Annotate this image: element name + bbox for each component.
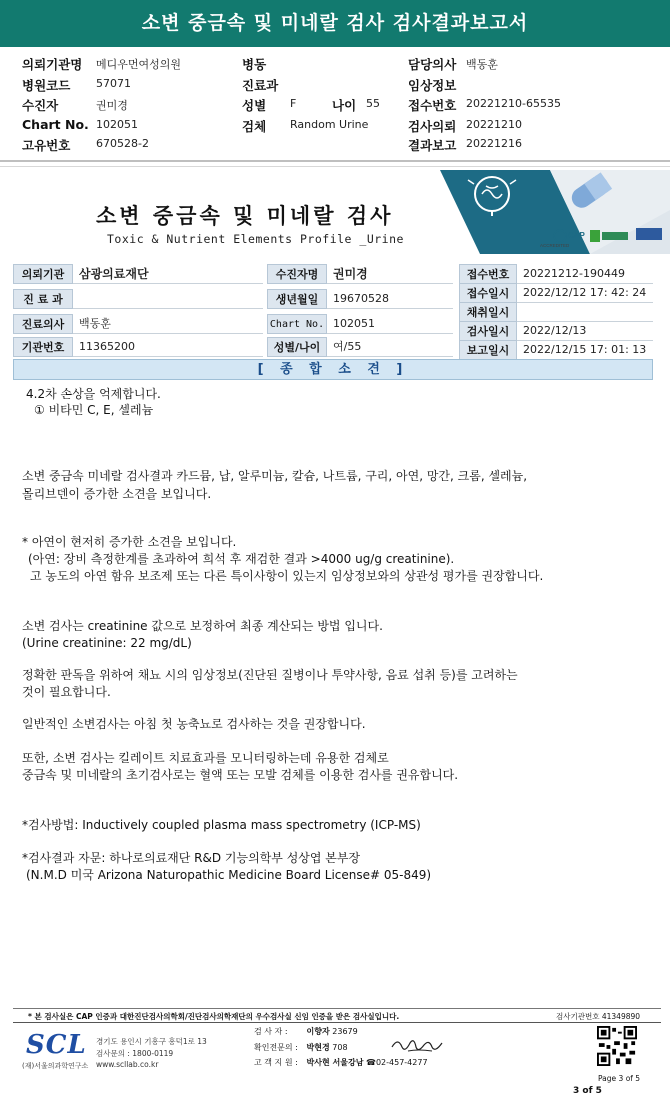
lab-code: 검사기관번호 41349890 xyxy=(556,1012,641,1021)
certification-note: * 본 검사실은 CAP 인증과 대한진단검사의학회/진단검사의학재단의 우수검사실 신임 인증을 받은 검사실입니다. xyxy=(28,1012,400,1021)
info-label: 접수번호 xyxy=(408,98,457,113)
svg-text:ACCREDITED: ACCREDITED xyxy=(540,243,570,248)
staff-confirmer xyxy=(254,1042,348,1053)
staff-name: 박현경 xyxy=(306,1043,330,1052)
opinion-line: * 아연이 현저히 증가한 소견을 보입니다. xyxy=(22,535,237,549)
scl-logo: SCL xyxy=(26,1030,87,1060)
info-value: 102051 xyxy=(96,118,138,131)
table-header: 진 료 과 xyxy=(13,289,73,309)
table-cell: 20221212-190449 xyxy=(517,264,653,284)
info-label: 결과보고 xyxy=(408,138,457,153)
divider xyxy=(0,160,670,162)
table-cell: 11365200 xyxy=(73,337,263,357)
info-value: 55 xyxy=(366,97,380,110)
table-cell: 2022/12/13 xyxy=(517,321,653,341)
opinion-line: ① 비타민 C, E, 셀레늄 xyxy=(34,403,154,417)
opinion-line: 소변 검사는 creatinine 값으로 보정하여 최종 계산되는 방법 입니다. xyxy=(22,619,383,633)
table-cell: 2022/12/15 17: 01: 13 xyxy=(517,340,653,360)
info-label: 수진자 xyxy=(22,98,59,113)
table-cell: 권미경 xyxy=(327,264,453,284)
page-indicator: 3 of 5 xyxy=(573,1086,602,1096)
info-label: 검체 xyxy=(242,119,267,134)
info-value: Random Urine xyxy=(290,118,369,131)
info-value: 메디우먼여성의원 xyxy=(96,58,182,71)
lab-accreditation-logo xyxy=(602,232,628,240)
staff-label: 확인전문의 : xyxy=(254,1043,298,1052)
info-value: F xyxy=(290,97,297,110)
test-method: *검사방법: Inductively coupled plasma mass spectrometry (ICP-MS) xyxy=(22,818,421,832)
kolas-logo xyxy=(590,230,600,242)
table-header: 채취일시 xyxy=(459,302,517,322)
info-label: 진료과 xyxy=(242,78,279,93)
info-label: Chart No. xyxy=(22,117,89,132)
opinion-line: 소변 중금속 미네랄 검사결과 카드뮴, 납, 알루미늄, 칼슘, 나트륨, 구리, 아연, 망간, 크롬, 셀레늄, xyxy=(22,469,528,483)
opinion-line: 고 농도의 아연 함유 보조제 또는 다른 특이사항이 있는지 임상정보와의 상관성 평가를 권장합니다. xyxy=(30,569,544,583)
opinion-line: 중금속 및 미네랄의 초기검사로는 혈액 또는 모발 검체를 이용한 검사를 권유합니다. xyxy=(22,768,459,782)
lab-website: www.scllab.co.kr xyxy=(96,1060,159,1069)
opinion-line: 정확한 판독을 위하여 채뇨 시의 임상정보(진단된 질병이나 투약사항, 음료 섭취 등)를 고려하는 xyxy=(22,668,518,682)
info-value: 670528-2 xyxy=(96,137,149,150)
opinion-line: 몰리브덴이 증가한 소견을 보입니다. xyxy=(22,487,212,501)
report-title: 소변 중금속 및 미네랄 검사 xyxy=(96,204,394,228)
table-cell: 여/55 xyxy=(327,337,453,357)
report-header xyxy=(0,170,670,256)
info-label: 검사의뢰 xyxy=(408,119,457,134)
accreditation-logo xyxy=(636,228,662,240)
info-value: 권미경 xyxy=(96,99,128,112)
staff-name: 박사현 서울강남 xyxy=(306,1058,364,1067)
info-label: 성별 xyxy=(242,98,267,113)
table-cell: 102051 xyxy=(327,314,453,334)
table-header: 진료의사 xyxy=(13,314,73,334)
page-indicator-small: Page 3 of 5 xyxy=(598,1074,641,1083)
consultant-license: (N.M.D 미국 Arizona Naturopathic Medicine Board License# 05-849) xyxy=(26,868,432,882)
table-cell: 2022/12/12 17: 42: 24 xyxy=(517,283,653,303)
staff-number: 23679 xyxy=(332,1027,358,1036)
table-header: 보고일시 xyxy=(459,340,517,360)
divider xyxy=(13,1008,661,1009)
info-value: 백동훈 xyxy=(466,58,498,71)
info-label: 고유번호 xyxy=(22,138,71,153)
table-header: Chart No. xyxy=(267,314,327,334)
info-label: 병동 xyxy=(242,57,267,72)
opinion-line: (아연: 장비 측정한계를 초과하여 희석 후 재검한 결과 >4000 ug/g creatinine). xyxy=(28,552,455,566)
table-header: 생년월일 xyxy=(267,289,327,309)
info-label: 담당의사 xyxy=(408,57,457,72)
info-value: 20221210-65535 xyxy=(466,97,561,110)
report-subtitle: Toxic & Nutrient Elements Profile _Urine xyxy=(107,232,404,246)
info-label: 임상정보 xyxy=(408,78,457,93)
staff-name: 이향자 xyxy=(306,1027,330,1036)
info-value: 57071 xyxy=(96,77,131,90)
info-label: 병원코드 xyxy=(22,78,71,93)
divider xyxy=(0,166,670,167)
table-header: 접수번호 xyxy=(459,264,517,284)
opinion-line: 것이 필요합니다. xyxy=(22,685,111,699)
signature-image xyxy=(388,1033,448,1057)
qr-code xyxy=(597,1026,637,1066)
table-cell xyxy=(73,289,263,309)
table-cell: 삼광의료재단 xyxy=(73,264,263,284)
staff-support xyxy=(254,1057,428,1068)
table-cell: 19670528 xyxy=(327,289,453,309)
lab-phone: 검사문의 : 1800-0119 xyxy=(96,1049,174,1058)
info-value: 20221210 xyxy=(466,118,522,131)
table-header: 기관번호 xyxy=(13,337,73,357)
info-value: 20221216 xyxy=(466,137,522,150)
lab-address: 경기도 용인시 기흥구 흥덕1로 13 xyxy=(96,1037,207,1046)
table-header: 검사일시 xyxy=(459,321,517,341)
report-banner-graphic xyxy=(440,170,670,254)
staff-tester xyxy=(254,1026,358,1037)
table-header: 성별/나이 xyxy=(267,337,327,357)
staff-number: 708 xyxy=(332,1043,348,1052)
staff-phone: ☎02-457-4277 xyxy=(365,1058,428,1067)
report-title-bar: 소변 중금속 및 미네랄 검사 검사결과보고서 xyxy=(0,0,670,47)
info-label: 의뢰기관명 xyxy=(22,57,83,72)
table-header: 의뢰기관 xyxy=(13,264,73,284)
table-header: 수진자명 xyxy=(267,264,327,284)
table-cell: 백동훈 xyxy=(73,314,263,334)
table-cell xyxy=(517,302,653,322)
table-header: 접수일시 xyxy=(459,283,517,303)
info-label: 나이 xyxy=(332,98,357,113)
opinion-line: 또한, 소변 검사는 킬레이트 치료효과를 모니터링하는데 유용한 검체로 xyxy=(22,751,389,765)
staff-label: 고 객 지 원 : xyxy=(254,1058,298,1067)
summary-section-header: [ 종 합 소 견 ] xyxy=(13,359,653,380)
consultant: *검사결과 자문: 하나로의료재단 R&D 기능의학부 성상엽 본부장 xyxy=(22,851,361,865)
divider xyxy=(13,1022,661,1023)
opinion-line: (Urine creatinine: 22 mg/dL) xyxy=(22,636,192,650)
institute-name: (재)서울의과학연구소 xyxy=(22,1062,89,1070)
svg-text:CAP: CAP xyxy=(568,231,585,240)
opinion-line: 일반적인 소변검사는 아침 첫 농축뇨로 검사하는 것을 권장합니다. xyxy=(22,717,366,731)
staff-label: 검 사 자 : xyxy=(254,1027,288,1036)
opinion-line: 4.2차 손상을 억제합니다. xyxy=(26,387,161,401)
